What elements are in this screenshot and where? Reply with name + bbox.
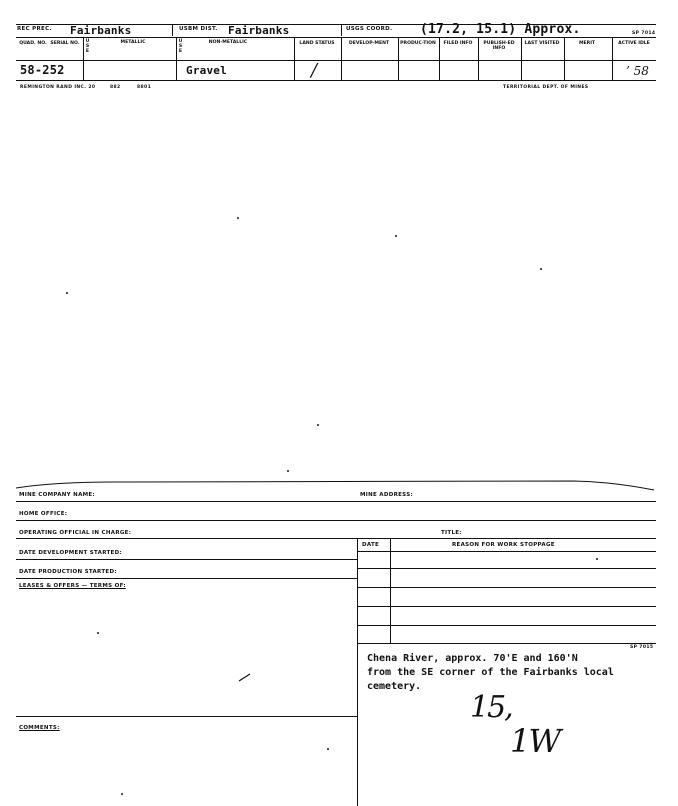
mine-company-name-label: MINE COMPANY NAME: (19, 492, 95, 498)
col-use-1: U S E (85, 39, 90, 54)
leases-label: LEASES & OFFERS — TERMS OF: (19, 583, 126, 589)
active-idle-mark: ’ 58 (626, 64, 649, 78)
reason-col-label: REASON FOR WORK STOPPAGE (452, 542, 555, 548)
pencil-mark (238, 672, 252, 682)
date-production-label: DATE PRODUCTION STARTED: (19, 569, 117, 575)
footer-code-1: 882 (110, 85, 121, 90)
scan-speck (540, 268, 542, 270)
col-serial-no: SERIAL NO. (50, 41, 80, 46)
col-non-metallic: NON-METALLIC (208, 40, 248, 45)
col-published-info: PUBLISH-ED INFO (483, 41, 515, 51)
quad-serial-value: 58-252 (20, 63, 65, 77)
location-note-line-3: cemetery. (367, 681, 422, 692)
scan-speck (327, 748, 329, 750)
scan-speck (287, 470, 289, 472)
col-filed-info: FILED INFO (443, 41, 473, 46)
col-last-visited: LAST VISITED (524, 41, 560, 46)
col-active-idle: ACTIVE IDLE (618, 41, 650, 46)
footer-code-2: 8801 (137, 85, 152, 90)
home-office-label: HOME OFFICE: (19, 511, 68, 517)
form-code-top: SP 7014 (632, 31, 656, 36)
scan-speck (237, 217, 239, 219)
scan-speck (97, 632, 99, 634)
col-merit: MERIT (578, 41, 596, 46)
location-note-line-2: from the SE corner of the Fairbanks local (367, 667, 614, 678)
scan-speck (317, 424, 319, 426)
col-production: PRODUC-TION (400, 41, 436, 46)
comments-label: COMMENTS: (19, 725, 60, 731)
land-status-mark: / (311, 60, 318, 81)
form-code-bottom: SP 7015 (630, 645, 654, 650)
footer-maker: REMINGTON RAND INC. 20 (20, 85, 96, 90)
usbm-dist-value: Fairbanks (228, 24, 290, 37)
usgs-coord-value: (17.2, 15.1) Approx. (420, 22, 581, 37)
rec-prec-value: Fairbanks (70, 24, 132, 37)
scan-speck (121, 793, 123, 795)
operating-official-label: OPERATING OFFICIAL IN CHARGE: (19, 530, 132, 536)
non-metallic-value: Gravel (186, 64, 227, 77)
col-land-status: LAND STATUS (299, 41, 335, 46)
usbm-dist-label: USBM DIST. (179, 26, 218, 32)
rec-prec-label: REC PREC. (17, 26, 52, 32)
card-top-edge (14, 476, 656, 496)
footer-dept: TERRITORIAL DEPT. OF MINES (503, 85, 589, 90)
usgs-coord-label: USGS COORD. (346, 26, 393, 32)
title-label: TITLE: (441, 530, 462, 536)
handwritten-annotation-1: 15, (470, 690, 512, 725)
col-use-2: U S E (178, 39, 183, 54)
col-metallic: METALLIC (120, 40, 146, 45)
date-col-label: DATE (362, 542, 380, 548)
scan-speck (395, 235, 397, 237)
scan-speck (596, 558, 598, 560)
col-quad-no: QUAD. NO. (19, 41, 47, 46)
mine-address-label: MINE ADDRESS: (360, 492, 413, 498)
location-note-line-1: Chena River, approx. 70'E and 160'N (367, 653, 578, 664)
date-development-label: DATE DEVELOPMENT STARTED: (19, 550, 122, 556)
col-development: DEVELOP-MENT (348, 41, 390, 46)
handwritten-annotation-2: 1W (510, 722, 560, 760)
scan-speck (66, 292, 68, 294)
